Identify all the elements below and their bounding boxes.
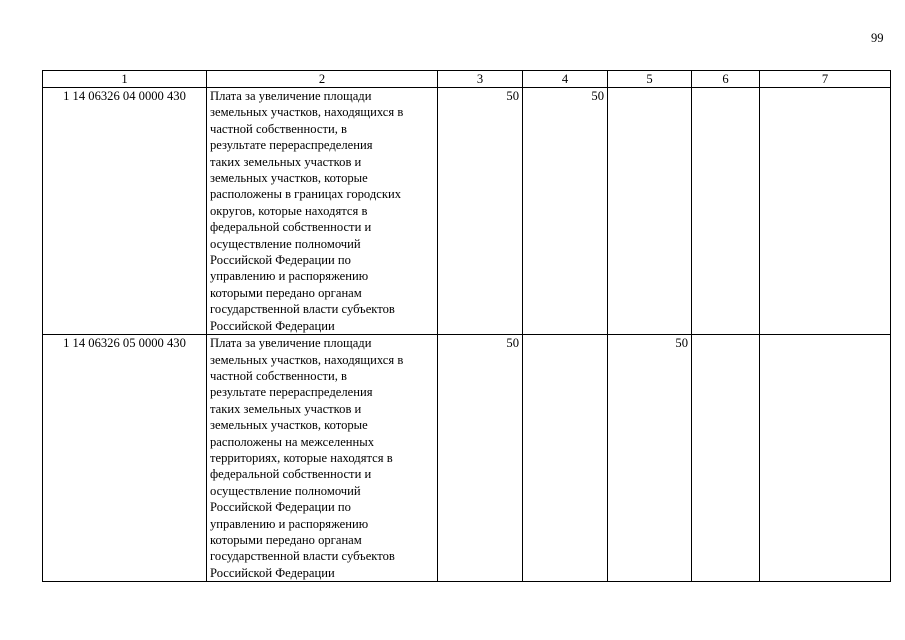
income-name-line: Плата за увеличение площади (210, 336, 372, 351)
header-row (43, 71, 891, 88)
income-name-line: Российской Федерации по (210, 253, 351, 268)
income-name-line: таких земельных участков и (210, 401, 362, 416)
budget-table (42, 70, 891, 582)
income-name-line: которыми передано органам (210, 285, 362, 300)
page-number: 99 (871, 31, 884, 45)
column-header: 6 (692, 71, 760, 88)
income-name-line: осуществление полномочий (210, 483, 361, 498)
value-cell-col3: 50 (438, 335, 523, 582)
income-name-line: таких земельных участков и (210, 154, 362, 169)
income-name-line: расположены в границах городских (210, 187, 402, 202)
income-name-line: частной собственности, в (210, 368, 347, 383)
income-name-line: Российской Федерации (210, 318, 335, 333)
income-name-line: земельных участков, находящихся в (210, 352, 404, 367)
value-cell-col3: 50 (438, 88, 523, 335)
income-name-line: земельных участков, которые (210, 171, 368, 186)
income-name-line: результате перераспределения (210, 138, 373, 153)
income-name-line: Российской Федерации по (210, 500, 351, 515)
income-name-cell (207, 335, 438, 582)
column-header: 1 (43, 71, 207, 88)
value-cell-col5: 50 (608, 335, 692, 582)
income-name-line: Российской Федерации (210, 565, 335, 580)
table-row (43, 88, 891, 335)
table-row (43, 335, 891, 582)
value-cell-col4: 50 (523, 88, 608, 335)
income-name-line: которыми передано органам (210, 532, 362, 547)
income-name-line: Плата за увеличение площади (210, 89, 372, 103)
income-name-line: государственной власти субъектов (210, 302, 395, 317)
column-header: 2 (207, 71, 438, 88)
income-name-line: территориях, которые находятся в (210, 450, 393, 465)
value-cell-col5 (608, 88, 692, 335)
income-name-line: результате перераспределения (210, 385, 373, 400)
income-name-line: осуществление полномочий (210, 236, 361, 251)
income-name-line: земельных участков, которые (210, 418, 368, 433)
column-header: 7 (760, 71, 891, 88)
income-name-line: частной собственности, в (210, 121, 347, 136)
income-name-cell (207, 88, 438, 335)
income-name-line: федеральной собственности и (210, 220, 372, 235)
value-cell-col4 (523, 335, 608, 582)
income-name-line: государственной власти субъектов (210, 549, 395, 564)
income-name-line: управлению и распоряжению (210, 269, 369, 284)
column-header: 5 (608, 71, 692, 88)
income-name-line: федеральной собственности и (210, 467, 372, 482)
value-cell-col6 (692, 335, 760, 582)
value-cell-col7 (760, 88, 891, 335)
value-cell-col7 (760, 335, 891, 582)
budget-code-cell: 1 14 06326 04 0000 430 (43, 88, 207, 335)
income-name-line: расположены на межселенных (210, 434, 375, 449)
column-header: 3 (438, 71, 523, 88)
income-name-line: округов, которые находятся в (210, 203, 368, 218)
column-header: 4 (523, 71, 608, 88)
income-name-line: управлению и распоряжению (210, 516, 369, 531)
value-cell-col6 (692, 88, 760, 335)
income-name-line: земельных участков, находящихся в (210, 105, 404, 120)
budget-code-cell: 1 14 06326 05 0000 430 (43, 335, 207, 582)
